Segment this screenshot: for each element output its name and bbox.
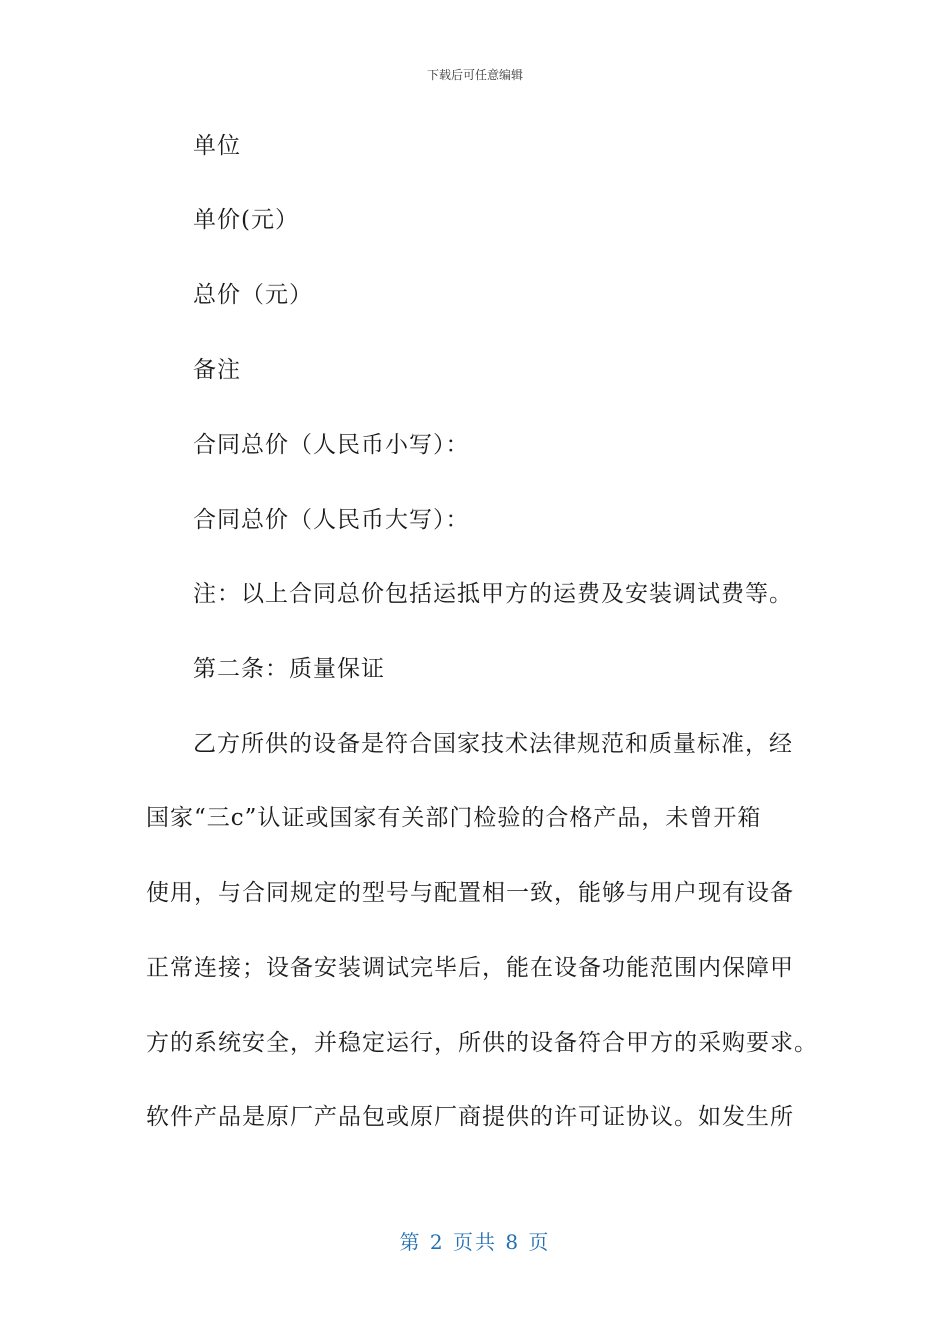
text-line-total-price: 总价（元）: [193, 282, 313, 308]
page-number: [0, 1226, 950, 1255]
paragraph-line-1: 乙方所供的设备是符合国家技术法律规范和质量标准，经: [193, 731, 793, 757]
text-line-total-uppercase: 合同总价（人民币大写）：: [193, 507, 470, 533]
text-line-unit: 单位: [193, 133, 241, 159]
paragraph-line-6: 软件产品是原厂产品包或原厂商提供的许可证协议。如发生所: [146, 1104, 794, 1130]
text-line-note: 注：以上合同总价包括运抵甲方的运费及安装调试费等。: [193, 581, 793, 607]
page-number-label: 第 2 页共 8 页: [399, 1230, 551, 1254]
text-line-total-lowercase: 合同总价（人民币小写）：: [193, 432, 470, 458]
section-heading-quality: 第二条：质量保证: [193, 656, 385, 682]
paragraph-line-3: 使用，与合同规定的型号与配置相一致，能够与用户现有设备: [146, 880, 794, 906]
text-line-remarks: 备注: [193, 357, 241, 383]
paragraph-line-2: 国家“三c”认证或国家有关部门检验的合格产品，未曾开箱: [146, 805, 762, 831]
paragraph-line-5: 方的系统安全，并稳定运行，所供的设备符合甲方的采购要求。: [146, 1030, 818, 1056]
paragraph-line-4: 正常连接；设备安装调试完毕后，能在设备功能范围内保障甲: [146, 955, 794, 981]
text-line-unit-price: 单价(元）: [193, 207, 299, 233]
header-note: 下载后可任意编辑: [426, 68, 523, 82]
